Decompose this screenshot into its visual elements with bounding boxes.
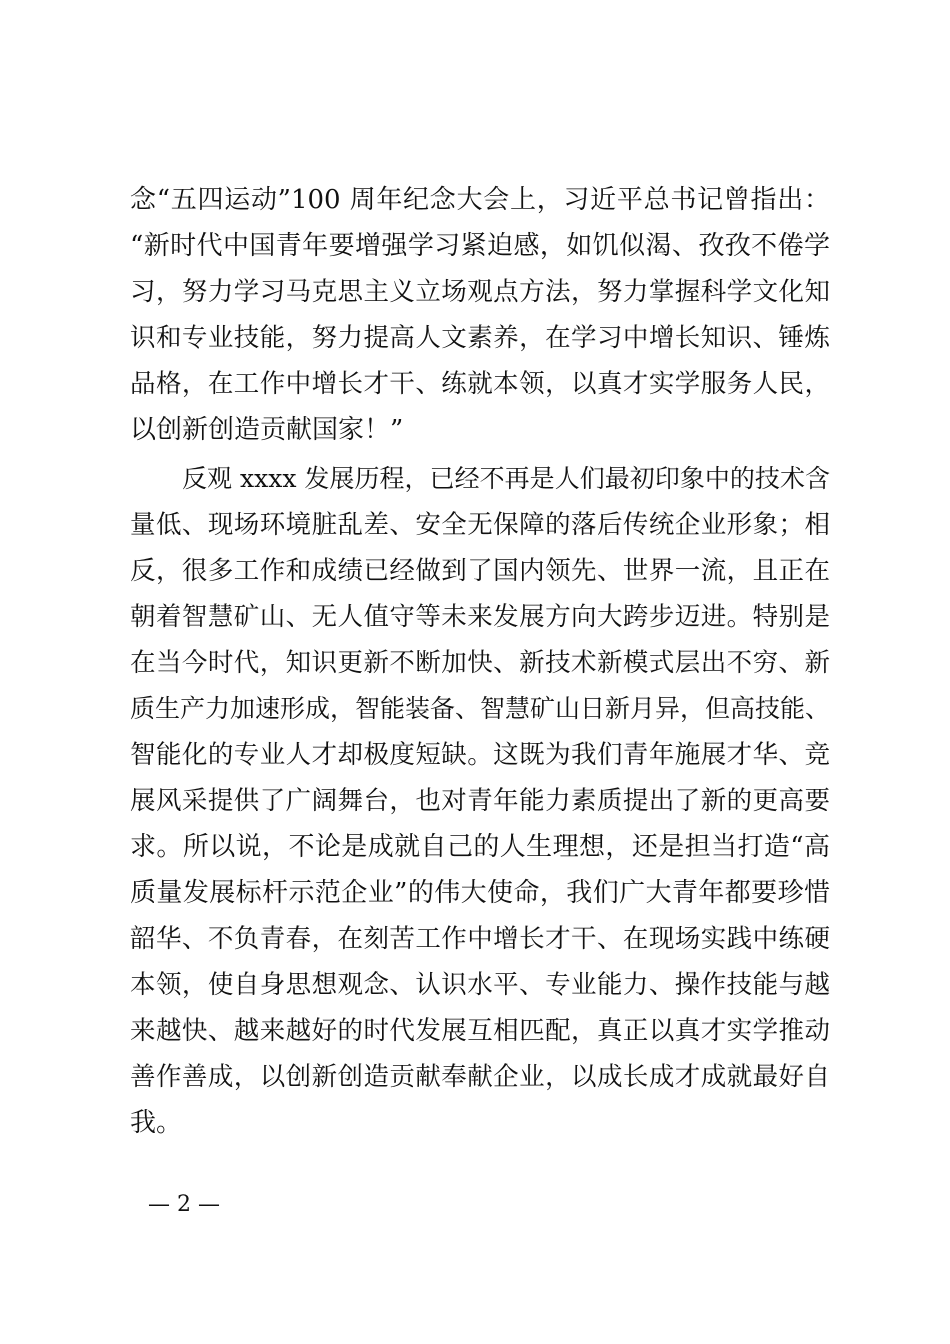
paragraph-1-line-5: 品格，在工作中增长才干、练就本领，以真才实学服务人民， bbox=[130, 369, 830, 399]
paragraph-1-line-1: 念“五四运动”100 周年纪念大会上，习近平总书记曾指出： bbox=[130, 185, 830, 215]
paragraph-2-line-4: 朝着智慧矿山、无人值守等未来发展方向大跨步迈进。特别是 bbox=[130, 602, 830, 632]
paragraph-2-line-9: 求。所以说，不论是成就自己的人生理想，还是担当打造“高 bbox=[130, 832, 830, 862]
paragraph-1-line-6: 以创新创造贡献国家！” bbox=[130, 415, 404, 445]
paragraph-1-line-3: 习，努力学习马克思主义立场观点方法，努力掌握科学文化知 bbox=[130, 277, 830, 307]
page-number: — 2 — bbox=[148, 1192, 220, 1217]
paragraph-2-line-13: 来越快、越来越好的时代发展互相匹配，真正以真才实学推动 bbox=[130, 1016, 830, 1046]
paragraph-2-line-7: 智能化的专业人才却极度短缺。这既为我们青年施展才华、竞 bbox=[130, 740, 830, 770]
paragraph-2-line-11: 韶华、不负青春，在刻苦工作中增长才干、在现场实践中练硬 bbox=[130, 924, 830, 954]
paragraph-2-line-1: 反观 xxxx 发展历程，已经不再是人们最初印象中的技术含 bbox=[182, 464, 830, 493]
paragraph-2-line-2: 量低、现场环境脏乱差、安全无保障的落后传统企业形象；相 bbox=[130, 510, 830, 540]
paragraph-2-line-8: 展风采提供了广阔舞台，也对青年能力素质提出了新的更高要 bbox=[130, 786, 830, 816]
paragraph-2-line-15: 我。 bbox=[130, 1108, 183, 1138]
paragraph-2-line-5: 在当今时代，知识更新不断加快、新技术新模式层出不穷、新 bbox=[130, 648, 830, 678]
paragraph-1-line-4: 识和专业技能，努力提高人文素养，在学习中增长知识、锤炼 bbox=[130, 323, 830, 353]
paragraph-1-line-2: “新时代中国青年要增强学习紧迫感，如饥似渴、孜孜不倦学 bbox=[130, 231, 830, 261]
paragraph-2-line-10: 质量发展标杆示范企业”的伟大使命，我们广大青年都要珍惜 bbox=[130, 878, 830, 908]
paragraph-2-line-12: 本领，使自身思想观念、认识水平、专业能力、操作技能与越 bbox=[130, 970, 830, 1000]
paragraph-2-line-14: 善作善成，以创新创造贡献奉献企业，以成长成才成就最好自 bbox=[130, 1062, 830, 1092]
paragraph-2-line-6: 质生产力加速形成，智能装备、智慧矿山日新月异，但高技能、 bbox=[130, 694, 831, 723]
paragraph-2-line-3: 反，很多工作和成绩已经做到了国内领先、世界一流，且正在 bbox=[130, 556, 830, 586]
